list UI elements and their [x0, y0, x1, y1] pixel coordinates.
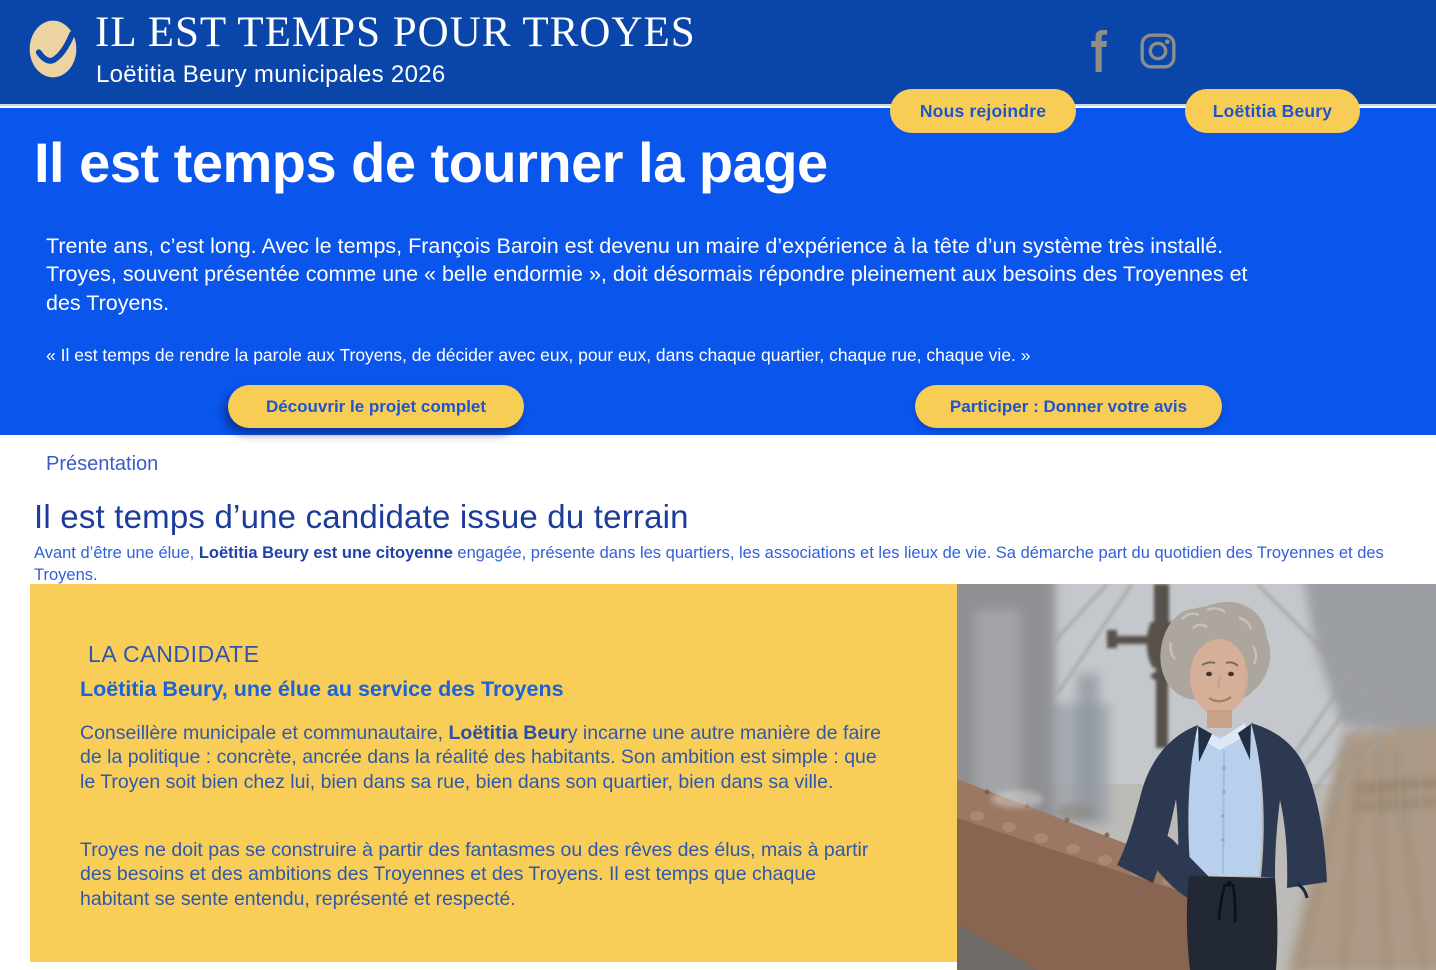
p1-bold: Loëtitia Beur — [448, 722, 568, 744]
candidate-card — [30, 584, 957, 962]
p1-prefix: Conseillère municipale et communautaire, — [80, 722, 449, 744]
section-intro — [34, 542, 1432, 587]
hero-heading: Il est temps de tourner la page — [34, 131, 828, 194]
site-title: IL EST TEMPS POUR TROYES — [95, 9, 696, 56]
card-heading: Loëtitia Beury, une élue au service des Troyens — [80, 677, 564, 701]
discover-project-button[interactable]: Découvrir le projet complet — [228, 385, 524, 428]
card-kicker: LA CANDIDATE — [88, 641, 260, 667]
candidate-name-button[interactable]: Loëtitia Beury — [1185, 89, 1360, 133]
breadcrumb-presentation[interactable]: Présentation — [46, 453, 159, 475]
card-paragraph-2: Troyes ne doit pas se construire à partir des fantasmes ou des rêves des élus, mais à partir des besoins et des ambitions des Troyennes et des Troyens. Il est temps que chaque habitant se sente entendu, représenté et respecté. — [80, 839, 869, 910]
site-logo-icon[interactable] — [28, 18, 78, 85]
hero-quote: « Il est temps de rendre la parole aux Troyens, de décider avec eux, pour eux, dans chaque quartier, chaque rue, chaque vie. » — [46, 345, 1031, 365]
instagram-icon[interactable] — [1138, 31, 1178, 71]
card-paragraph-1 — [80, 721, 885, 794]
social-links — [1086, 30, 1178, 72]
intro-suffix: engagée, présente dans les quartiers, les associations et les lieux de vie. Sa démarche part du quotidien des Troyennes et des Troyens. — [34, 544, 1384, 585]
candidate-photo — [957, 584, 1436, 970]
site-subtitle: Loëtitia Beury municipales 2026 — [96, 61, 446, 88]
facebook-icon[interactable] — [1086, 30, 1116, 72]
hero-paragraph: Trente ans, c’est long. Avec le temps, François Baroin est devenu un maire d’expérience à la tête d’un système très installé. Troyes, souvent présentée comme une « belle endormie », doit désormais répondre pleinement aux besoins des Troyennes et des Troyens. — [46, 234, 1248, 315]
section-heading: Il est temps d’une candidate issue du terrain — [34, 498, 689, 535]
join-button[interactable]: Nous rejoindre — [890, 89, 1076, 133]
hero-section — [0, 108, 1436, 435]
p1-suffix: y incarne une autre manière de faire de la politique : concrète, ancrée dans la réalité des habitants. Son ambition est simple : que le Troyen soit bien chez lui, bien dans sa rue, bien dans son quartier, bien dans sa ville. — [80, 722, 881, 793]
intro-prefix: Avant d’être une élue, — [34, 544, 199, 562]
participate-button[interactable]: Participer : Donner votre avis — [915, 385, 1222, 428]
intro-bold: Loëtitia Beury est une citoyenne — [198, 544, 453, 562]
